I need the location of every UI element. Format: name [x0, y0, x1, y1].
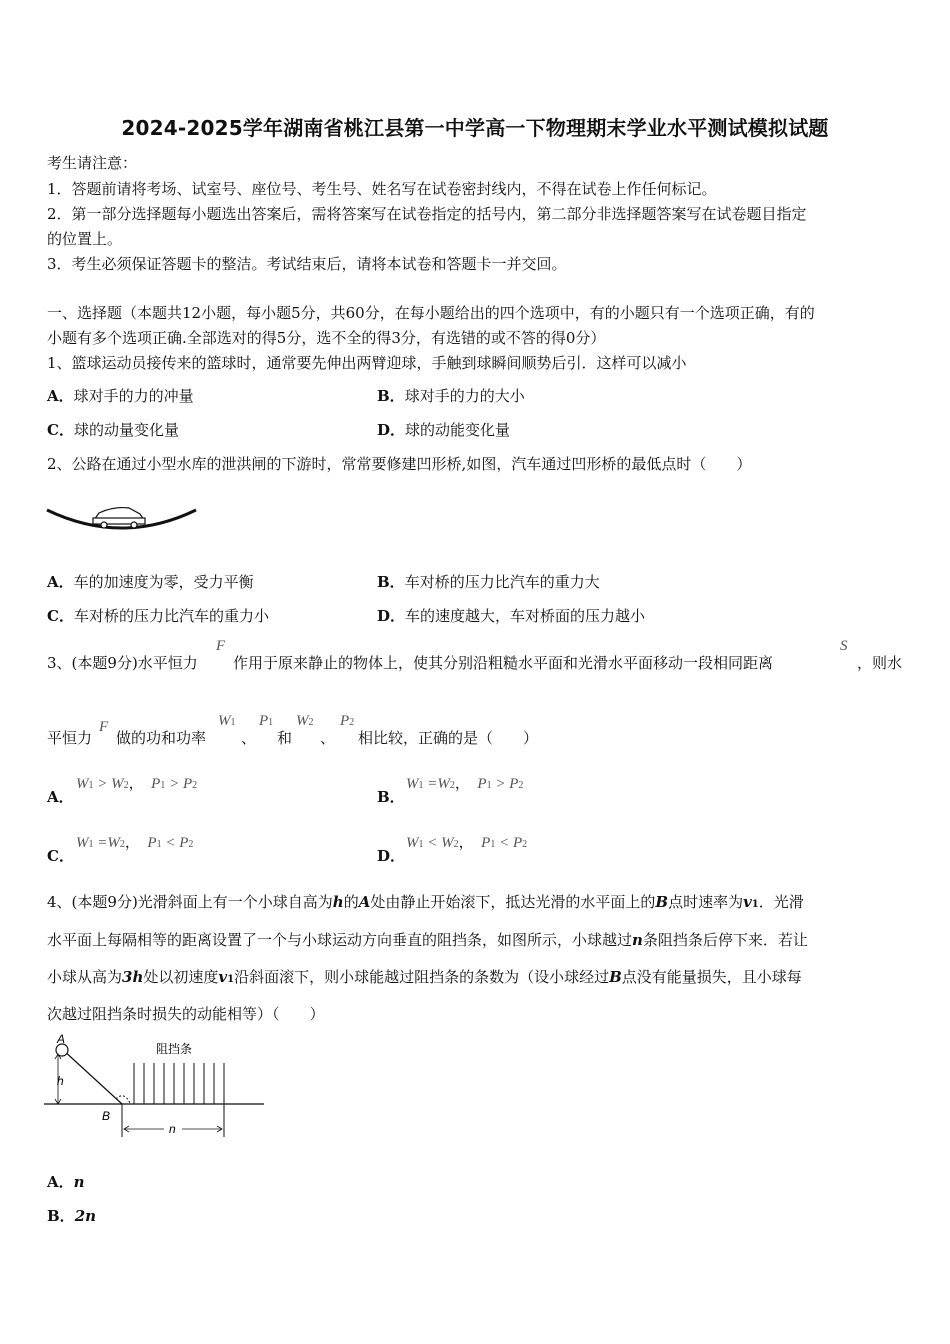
q2-option-a: [47, 571, 254, 592]
option-text: 球对手的力的冲量: [73, 387, 194, 405]
notice-item-1: 1．答题前请将考场、试室号、座位号、考生号、姓名写在试卷密封线内，不得在试卷上作任何标记。: [47, 180, 717, 198]
option-text: n: [73, 1173, 85, 1191]
q3-symbol-F: F: [216, 638, 226, 654]
option-label: C．: [47, 421, 74, 439]
q3-stem-part2: 作用于原来静止的物体上，使其分别沿粗糙水平面和光滑水平面移动一段相同距离: [233, 654, 774, 672]
q3-sep-1: 、: [241, 729, 257, 747]
q3-symbol-F2: F: [99, 719, 109, 735]
option-text: 车的速度越大，车对桥面的压力越小: [405, 607, 646, 625]
q3-and: 和: [277, 729, 293, 747]
q3-option-c-formula: W1 =W2， P1 < P2: [76, 835, 194, 851]
q3-option-b-label: B．: [377, 788, 405, 806]
q1-stem: 1、篮球运动员接传来的篮球时，通常要先伸出两臂迎球，手触到球瞬间顺势后引．这样可以减小: [47, 354, 687, 372]
car-icon: [93, 508, 145, 528]
q2-stem: 2、公路在通过小型水库的泄洪闸的下游时，常常要修建凹形桥,如图，汽车通过凹形桥的最低点时（ ）: [47, 455, 752, 473]
option-text: 2n: [74, 1207, 97, 1225]
option-text: 车对桥的压力比汽车的重力大: [404, 573, 600, 591]
label-B: B: [102, 1109, 111, 1123]
label-h: h: [57, 1074, 64, 1088]
option-text: 车的加速度为零，受力平衡: [73, 573, 254, 591]
page-title: 2024-2025学年湖南省桃江县第一中学高一下物理期末学业水平测试模拟试题: [121, 116, 829, 140]
notice-item-3: 3．考生必须保证答题卡的整洁。考试结束后，请将本试卷和答题卡一并交回。: [47, 255, 567, 273]
q3-sep-2: 、: [320, 729, 336, 747]
option-label: D．: [377, 421, 406, 439]
q1-option-b: [377, 385, 525, 406]
q3-stem-part1: 3、(本题9分)水平恒力: [47, 654, 198, 672]
q3-symbol-S: S: [840, 638, 848, 654]
q3-option-a-label: A．: [47, 788, 74, 806]
q2-option-d: [377, 605, 645, 626]
label-n: n: [169, 1122, 176, 1136]
q3-line2-part2: 做的功和功率: [116, 729, 207, 747]
notice-item-2-cont: 的位置上。: [47, 230, 123, 248]
q3-option-d-formula: W1 < W2， P1 < P2: [406, 835, 528, 851]
q4-line-3: 小球从高为3h处以初速度v1沿斜面滚下，则小球能越过阻挡条的条数为（设小球经过B点没有能量损失，且小球每: [47, 968, 802, 986]
q3-stem-part3: ，则水: [857, 654, 903, 672]
option-label: B．: [377, 573, 405, 591]
q3-option-a-formula: W1 > W2， P1 > P2: [76, 776, 198, 792]
q4-line-2: 水平面上每隔相等的距离设置了一个与小球运动方向垂直的阻挡条，如图所示，小球越过n条阻挡条后停下来．若让: [47, 931, 808, 949]
section-instruction-2: 小题有多个选项正确.全部选对的得5分，选不全的得3分，有选错的或不答的得0分）: [47, 329, 606, 347]
option-label: C．: [47, 607, 74, 625]
q3-symbol-P1: P1: [259, 713, 274, 729]
label-A: A: [57, 1033, 66, 1046]
option-label: B．: [47, 1207, 75, 1225]
option-text: 球对手的力的大小: [404, 387, 525, 405]
option-text: 车对桥的压力比汽车的重力小: [73, 607, 269, 625]
q4-line-1: 4、(本题9分)光滑斜面上有一个小球自高为h的A处由静止开始滚下，抵达光滑的水平面上的B点时速率为v1．光滑: [47, 893, 804, 911]
option-label: A．: [47, 1173, 74, 1191]
option-label: A．: [47, 387, 74, 405]
barrier-bars: [134, 1063, 224, 1104]
q3-option-d-label: D．: [377, 847, 406, 865]
incline-line: [62, 1049, 122, 1104]
q1-option-a: [47, 385, 194, 406]
q3-line2-part1: 平恒力: [47, 729, 93, 747]
option-label: D．: [377, 607, 406, 625]
section-instruction-1: 一、选择题（本题共12小题，每小题5分，共60分，在每小题给出的四个选项中，有的小题只有一个选项正确，有的: [47, 304, 815, 322]
q1-option-c: [47, 419, 179, 440]
q4-option-b: [47, 1205, 96, 1226]
option-text: 球的动量变化量: [73, 421, 179, 439]
q3-option-b-formula: W1 =W2， P1 > P2: [406, 776, 524, 792]
notice-heading: 考生请注意：: [47, 154, 138, 172]
q4-line-4: 次越过阻挡条时损失的动能相等）（ ）: [47, 1005, 325, 1023]
notice-item-2: 2．第一部分选择题每小题选出答案后，需将答案写在试卷指定的括号内，第二部分非选择题答案写在试卷题目指定: [47, 205, 807, 223]
q3-symbol-W2: W2: [296, 713, 314, 729]
option-label: A．: [47, 573, 74, 591]
q3-symbol-P2: P2: [340, 713, 355, 729]
option-label: B．: [377, 387, 405, 405]
option-text: 球的动能变化量: [405, 421, 511, 439]
q3-line2-part3: 相比较，正确的是（ ）: [358, 729, 539, 747]
q3-option-c-label: C．: [47, 847, 74, 865]
q4-option-a: [47, 1171, 85, 1192]
q1-option-d: [377, 419, 510, 440]
q2-option-c: [47, 605, 269, 626]
concave-bridge-figure: [44, 498, 200, 538]
barrier-label: 阻挡条: [156, 1042, 193, 1056]
q2-option-b: [377, 571, 600, 592]
q3-symbol-W1: W1: [218, 713, 236, 729]
incline-barrier-figure: [40, 1033, 270, 1143]
